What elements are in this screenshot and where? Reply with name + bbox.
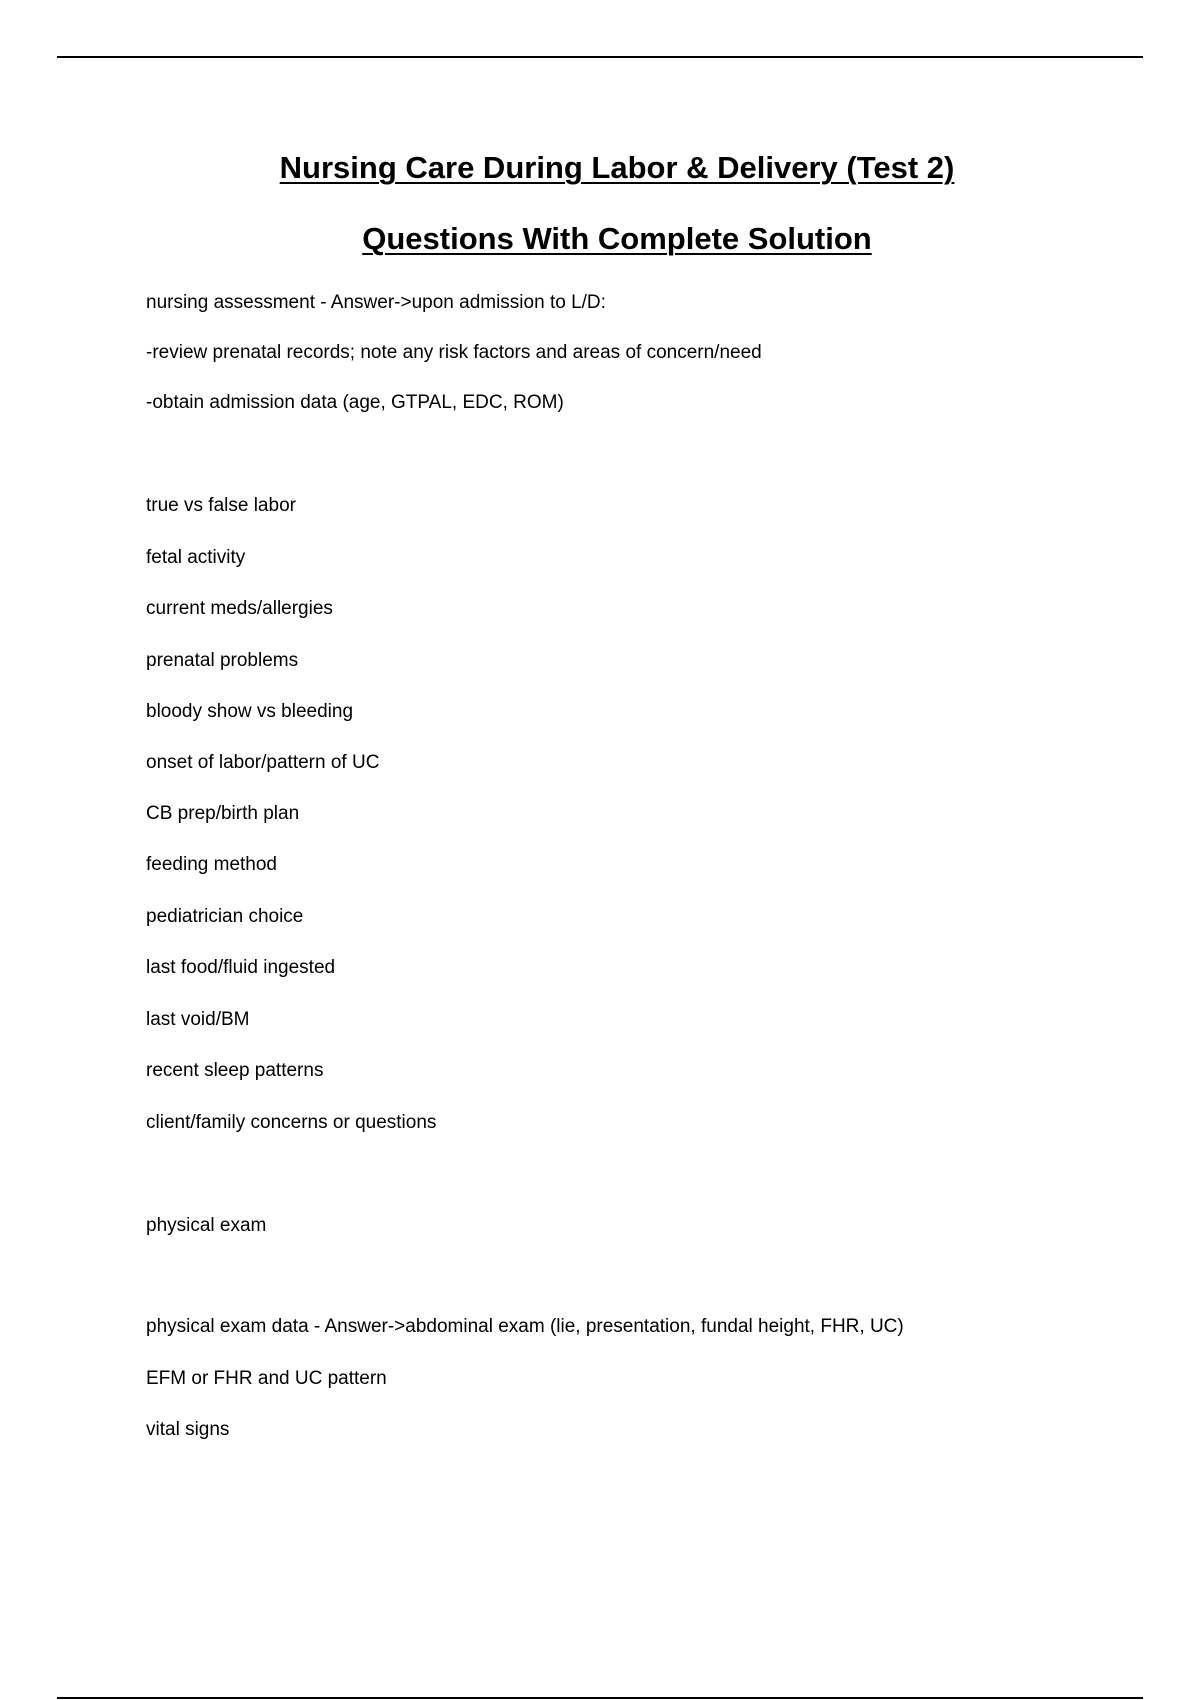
text-line: vital signs <box>146 1419 230 1440</box>
document-title: Nursing Care During Labor & Delivery (Test 2) <box>279 150 955 185</box>
text-line: prenatal problems <box>146 650 299 671</box>
document-subtitle: Questions With Complete Solution <box>362 221 872 256</box>
text-line: nursing assessment - Answer->upon admission to L/D: <box>146 292 606 313</box>
text-line: feeding method <box>146 854 277 875</box>
text-line: physical exam data - Answer->abdominal exam (lie, presentation, fundal height, FHR, UC) <box>146 1316 904 1337</box>
text-line: client/family concerns or questions <box>146 1112 437 1133</box>
text-line: physical exam <box>146 1215 267 1236</box>
text-line: EFM or FHR and UC pattern <box>146 1368 387 1389</box>
text-line: recent sleep patterns <box>146 1060 324 1081</box>
text-line: fetal activity <box>146 547 246 568</box>
text-line: bloody show vs bleeding <box>146 701 354 722</box>
top-divider <box>57 56 1143 58</box>
bottom-divider <box>57 1697 1143 1699</box>
text-line: CB prep/birth plan <box>146 803 300 824</box>
text-line: last void/BM <box>146 1009 250 1030</box>
text-line: onset of labor/pattern of UC <box>146 752 380 773</box>
text-line: current meds/allergies <box>146 598 333 619</box>
text-line: -review prenatal records; note any risk factors and areas of concern/need <box>146 342 762 363</box>
text-line: pediatrician choice <box>146 906 304 927</box>
text-line: -obtain admission data (age, GTPAL, EDC, ROM) <box>146 392 564 413</box>
text-line: last food/fluid ingested <box>146 957 336 978</box>
text-line: true vs false labor <box>146 495 296 516</box>
